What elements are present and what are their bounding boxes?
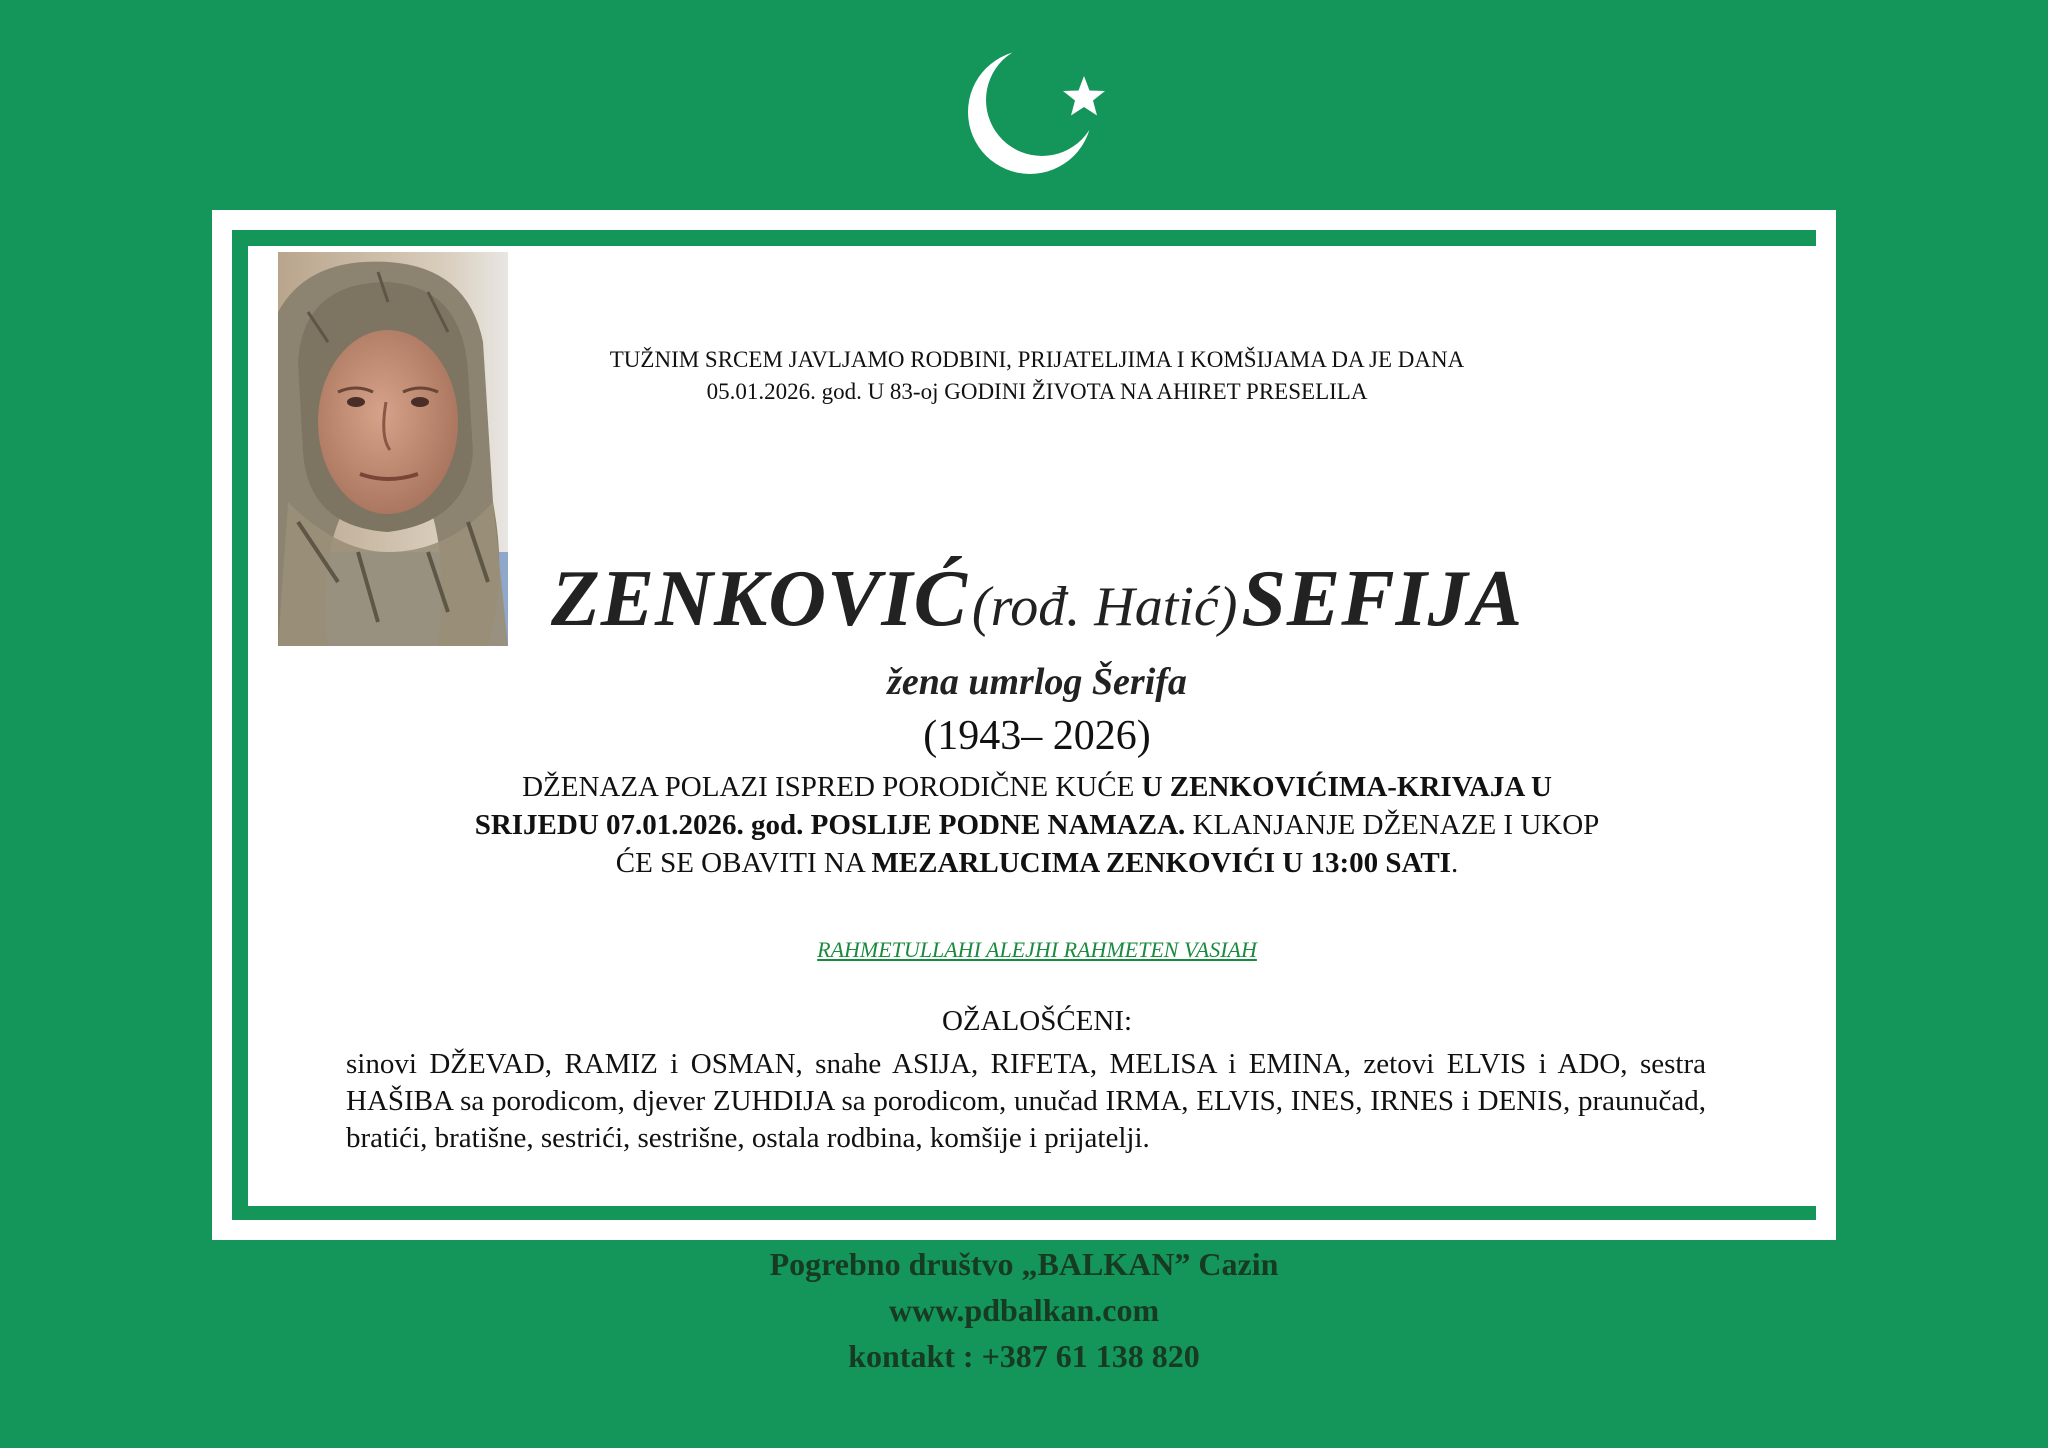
mourners-list: sinovi DŽEVAD, RAMIZ i OSMAN, snahe ASIJA, RIFETA, MELISA i EMINA, zetovi ELVIS i ADO, sestra HAŠIBA sa porodicom, djever ZUHDIJA sa porodicom, unučad IRMA, ELVIS, INES, IRNES i DENIS, praunučad, bratići, bratišne, sestrići, sestrišne, ostala rodbina, komšije i prijatelji. [346, 1048, 1706, 1154]
funeral-location: U ZENKOVIĆIMA-KRIVAJA U [1141, 771, 1552, 803]
maiden-name: (rođ. Hatić) [971, 576, 1238, 638]
funeral-text-2: KLANJANJE DŽENAZE I UKOP [1185, 809, 1600, 841]
funeral-line-1 [248, 768, 1826, 806]
mourners-title: OŽALOŠĆENI: [941, 1005, 1133, 1037]
funeral-date: SRIJEDU 07.01.2026. god. POSLIJE PODNE NAMAZA. [474, 809, 1186, 841]
life-years: (1943– 2026) [923, 713, 1151, 759]
given-name: SEFIJA [1241, 555, 1524, 643]
funeral-line-3 [248, 844, 1826, 882]
burial-place: MEZARLUCIMA ZENKOVIĆI U 13:00 SATI [871, 847, 1451, 879]
deceased-name [248, 554, 1826, 645]
funeral-text-3: ĆE SE OBAVITI NA [615, 847, 872, 879]
funeral-line-2 [248, 806, 1826, 844]
crescent-star-icon [960, 40, 1120, 180]
footer-company: Pogrebno društvo „BALKAN” Cazin [769, 1246, 1279, 1282]
rahmet-prayer: RAHMETULLAHI ALEJHI RAHMETEN VASIAH [817, 937, 1257, 962]
footer-website: www.pdbalkan.com [888, 1292, 1160, 1328]
surname: ZENKOVIĆ [550, 555, 968, 643]
funeral-end: . [1450, 847, 1459, 879]
intro-line-1: TUŽNIM SRCEM JAVLJAMO RODBINI, PRIJATELJIMA I KOMŠIJAMA DA JE DANA [609, 347, 1465, 372]
funeral-text: DŽENAZA POLAZI ISPRED PORODIČNE KUĆE [522, 771, 1142, 803]
intro-line-2: 05.01.2026. god. U 83-oj GODINI ŽIVOTA NA AHIRET PRESELILA [706, 379, 1368, 404]
footer-contact: kontakt : +387 61 138 820 [848, 1338, 1200, 1374]
relation-line: žena umrlog Šerifa [887, 661, 1187, 703]
